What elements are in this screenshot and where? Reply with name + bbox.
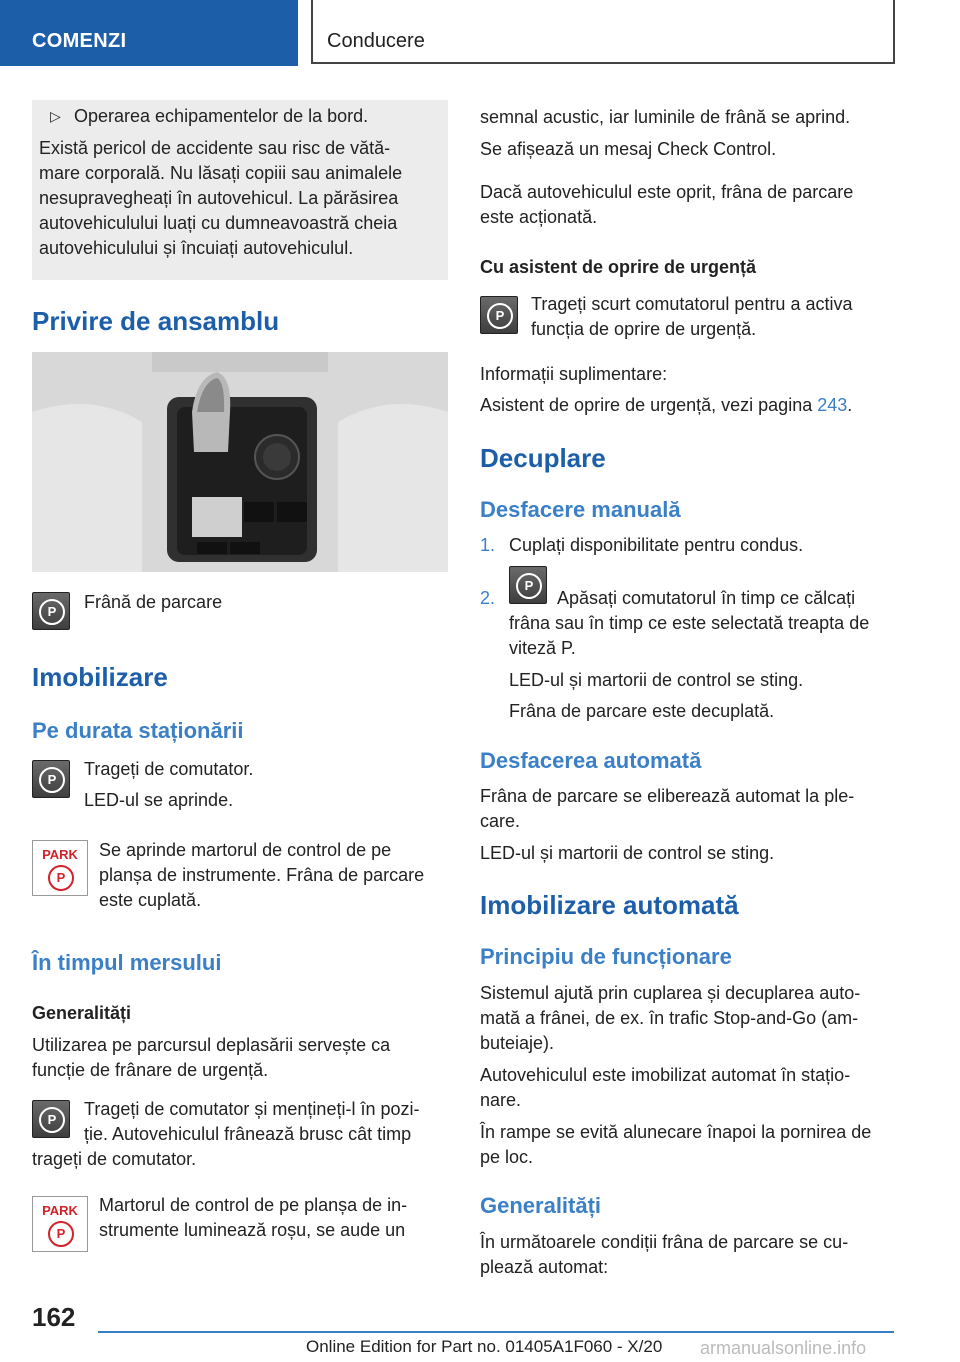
parking-brake-icon bbox=[32, 760, 70, 798]
park-text: PARK bbox=[42, 847, 78, 862]
parking-brake-icon bbox=[32, 1100, 70, 1138]
parking-brake-icon bbox=[32, 592, 70, 630]
pull-line: Trageți de comutator și mențineți-l în pozi- bbox=[84, 1099, 420, 1119]
step-note: Frâna de parcare este decuplată. bbox=[509, 701, 775, 721]
warning-line: autovehiculului luați cu dumneavoastră cheia bbox=[39, 213, 398, 233]
console-photo bbox=[32, 352, 448, 572]
step-number: 2. bbox=[480, 588, 496, 608]
footer-divider bbox=[98, 1331, 894, 1333]
parking-brake-symbol: P bbox=[487, 303, 513, 329]
release-heading: Decuplare bbox=[480, 443, 606, 473]
ramp-line: În rampe se evită alunecare înapoi la pornirea de bbox=[480, 1122, 872, 1142]
parking-brake-symbol: P bbox=[516, 573, 542, 599]
pull-line: ție. Autovehiculul frânează brusc cât timp bbox=[84, 1124, 412, 1144]
general-line: funcție de frânare de urgență. bbox=[32, 1060, 269, 1080]
auto-release-note: LED-ul și martorii de control se sting. bbox=[480, 843, 775, 863]
warning-box bbox=[32, 100, 448, 280]
step-text: viteză P. bbox=[509, 638, 576, 658]
park2-line: Martorul de control de pe planșa de in- bbox=[99, 1195, 408, 1215]
park-symbol: P bbox=[48, 865, 74, 891]
warning-line: mare corporală. Nu lăsați copiii sau animalele bbox=[39, 163, 403, 183]
park-text: PARK bbox=[42, 1203, 78, 1218]
auto-release-line: care. bbox=[480, 811, 521, 831]
right-line: Se afișează un mesaj Check Control. bbox=[480, 139, 777, 159]
info-label: Informații suplimentare: bbox=[480, 364, 668, 384]
console-illustration bbox=[32, 352, 448, 572]
immobilize-heading: Imobilizare bbox=[32, 662, 168, 692]
park-text-line: este cuplată. bbox=[99, 890, 202, 910]
emergency-subheading: Cu asistent de oprire de urgență bbox=[480, 257, 757, 277]
park-text-line: planșa de instrumente. Frâna de parcare bbox=[99, 865, 425, 885]
stationary-step: Trageți de comutator. bbox=[84, 759, 254, 779]
stop-line: Autovehiculul este imobilizat automat în stațio- bbox=[480, 1065, 851, 1085]
step-number: 1. bbox=[480, 535, 496, 555]
general-line: În următoarele condiții frâna de parcare se cu- bbox=[480, 1232, 849, 1252]
park-symbol: P bbox=[48, 1221, 74, 1247]
principle-line: buteiaje). bbox=[480, 1033, 555, 1053]
emergency-line: Trageți scurt comutatorul pentru a activa bbox=[531, 294, 853, 314]
info-end: . bbox=[847, 395, 853, 415]
parking-brake-icon bbox=[480, 296, 518, 334]
right-line: Dacă autovehiculul este oprit, frâna de parcare bbox=[480, 182, 854, 202]
manual-heading: Desfacere manuală bbox=[480, 497, 681, 522]
ramp-line: pe loc. bbox=[480, 1147, 534, 1167]
park-text-line: Se aprinde martorul de control de pe bbox=[99, 840, 392, 860]
step-text: Cuplați disponibilitate pentru condus. bbox=[509, 535, 804, 555]
watermark-text: armanualsonline.info bbox=[700, 1338, 867, 1358]
right-line: este acționată. bbox=[480, 207, 598, 227]
section-tab bbox=[0, 0, 298, 66]
park-indicator-icon bbox=[32, 840, 88, 896]
parking-brake-symbol: P bbox=[39, 1107, 65, 1133]
park2-line: strumente luminează roșu, se aude un bbox=[99, 1220, 406, 1240]
auto-release-line: Frâna de parcare se eliberează automat la ple- bbox=[480, 786, 855, 806]
principle-line: mată a frânei, de ex. în trafic Stop-and-Go (am- bbox=[480, 1008, 859, 1028]
step-text: frâna sau în timp ce este selectată treapta de bbox=[509, 613, 870, 633]
overview-heading: Privire de ansamblu bbox=[32, 306, 280, 336]
parking-brake-symbol: P bbox=[39, 767, 65, 793]
section-label: COMENZI bbox=[32, 30, 127, 52]
pull-line: trageți de comutator. bbox=[32, 1149, 197, 1169]
edition-text: Online Edition for Part no. 01405A1F060 - X/20 bbox=[306, 1337, 663, 1356]
general-line: Utilizarea pe parcursul deplasării servește ca bbox=[32, 1035, 391, 1055]
principle-line: Sistemul ajută prin cuplarea și decuplarea auto- bbox=[480, 983, 861, 1003]
chapter-tab bbox=[311, 0, 895, 64]
warning-line: nesupravegheați în autovehicul. La părăsirea bbox=[39, 188, 399, 208]
step-text: Apăsați comutatorul în timp ce călcați bbox=[557, 588, 856, 608]
driving-heading: În timpul mersului bbox=[32, 950, 222, 975]
stop-line: nare. bbox=[480, 1090, 522, 1110]
photo-caption: Frână de parcare bbox=[84, 592, 223, 612]
general-heading: Generalități bbox=[480, 1193, 602, 1218]
page-number: 162 bbox=[32, 1302, 76, 1332]
stationary-step: LED-ul se aprinde. bbox=[84, 790, 234, 810]
warning-bullet: Operarea echipamentelor de la bord. bbox=[74, 106, 369, 126]
general-subheading: Generalități bbox=[32, 1003, 132, 1023]
auto-release-heading: Desfacerea automată bbox=[480, 748, 702, 773]
chapter-label: Conducere bbox=[327, 30, 425, 52]
right-line: semnal acustic, iar luminile de frână se aprind. bbox=[480, 107, 851, 127]
triangle-bullet-icon: ▷ bbox=[50, 108, 61, 124]
stationary-heading: Pe durata staționării bbox=[32, 718, 244, 743]
warning-line: Există pericol de accidente sau risc de vătă- bbox=[39, 138, 391, 158]
info-text: Asistent de oprire de urgență, vezi pagina bbox=[480, 395, 818, 415]
park-indicator-icon bbox=[32, 1196, 88, 1252]
page-link[interactable]: 243 bbox=[817, 395, 848, 415]
step-note: LED-ul și martorii de control se sting. bbox=[509, 670, 804, 690]
parking-brake-icon bbox=[509, 566, 547, 604]
warning-line: autovehiculului și încuiați autovehiculul. bbox=[39, 238, 354, 258]
parking-brake-symbol: P bbox=[39, 599, 65, 625]
principle-heading: Principiu de funcționare bbox=[480, 944, 732, 969]
emergency-line: funcția de oprire de urgență. bbox=[531, 319, 757, 339]
info-ref bbox=[480, 393, 852, 418]
auto-immobilize-heading: Imobilizare automată bbox=[480, 890, 739, 920]
general-line: plează automat: bbox=[480, 1257, 609, 1277]
